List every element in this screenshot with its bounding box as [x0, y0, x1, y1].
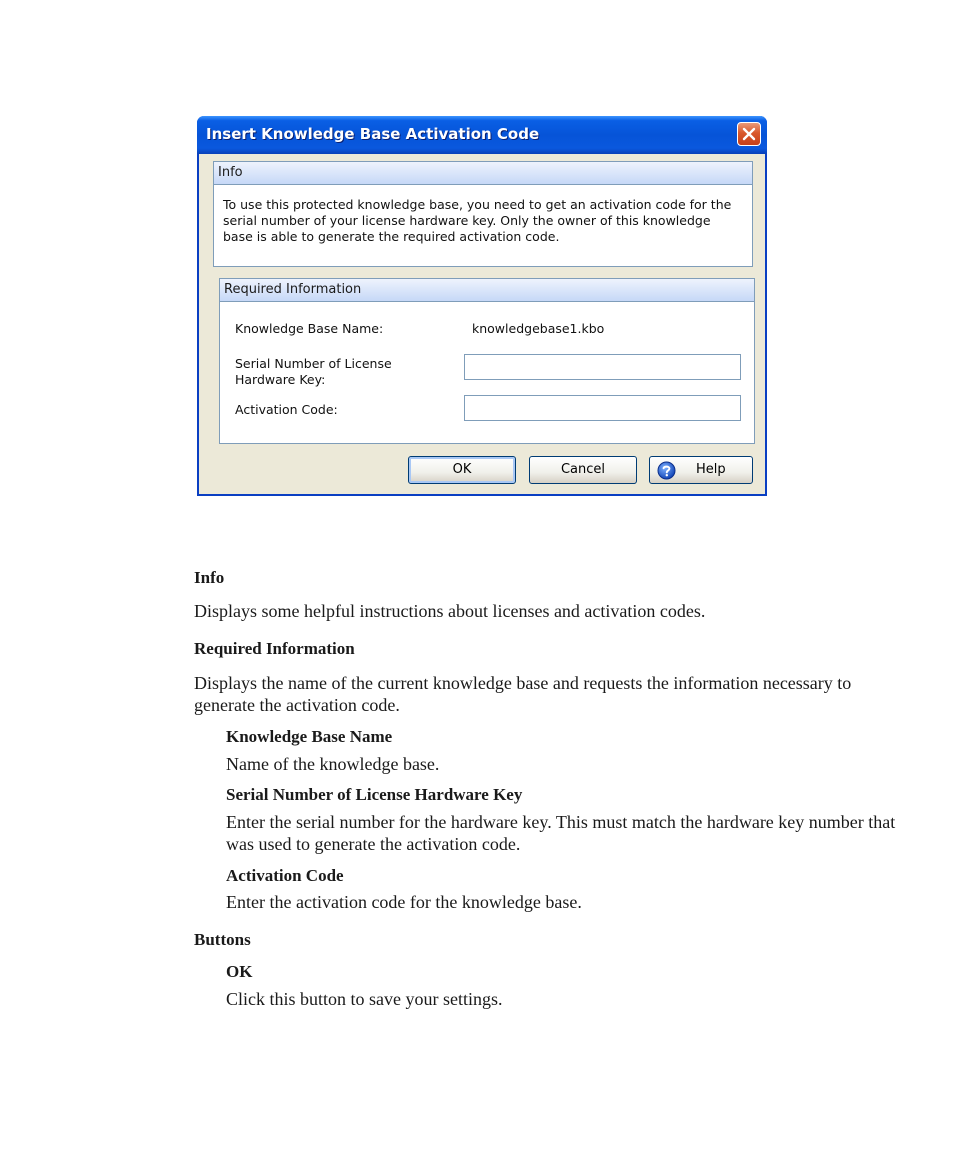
info-text: To use this protected knowledge base, you need to get an activation code for the serial number of your license hardware key. Only the owner of this knowledge base is able to generate the required activation code. — [223, 197, 732, 244]
serial-number-label — [235, 356, 392, 388]
kb-name-label: Knowledge Base Name: — [235, 321, 384, 336]
info-group-header: Info — [214, 162, 752, 185]
cancel-button[interactable]: Cancel — [529, 456, 637, 484]
help-button-label: Help — [696, 462, 726, 477]
kb-name-value: knowledgebase1.kbo — [472, 321, 605, 336]
kb-name-heading: Knowledge Base Name — [226, 727, 393, 746]
ok-description: Click this button to save your settings. — [226, 989, 503, 1009]
required-info-description: Displays the name of the current knowledge base and requests the information necessary to generate the activation code. — [194, 673, 852, 715]
serial-number-input[interactable] — [464, 354, 741, 380]
serial-number-description: Enter the serial number for the hardware key. This must match the hardware key number that was used to generate the activation code. — [226, 812, 896, 854]
serial-number-heading: Serial Number of License Hardware Key — [226, 785, 523, 804]
serial-number-label-line2: Hardware Key: — [235, 372, 326, 387]
activation-code-heading: Activation Code — [226, 866, 344, 885]
activation-code-input[interactable] — [464, 395, 741, 421]
info-group — [213, 161, 753, 267]
activation-dialog — [197, 116, 767, 496]
activation-code-description: Enter the activation code for the knowledge base. — [226, 892, 582, 912]
info-description: Displays some helpful instructions about licenses and activation codes. — [194, 601, 706, 621]
help-button[interactable] — [649, 456, 753, 484]
serial-number-label-line1: Serial Number of License — [235, 356, 392, 371]
dialog-title: Insert Knowledge Base Activation Code — [206, 125, 540, 143]
info-heading: Info — [194, 568, 225, 587]
close-icon — [742, 127, 756, 141]
help-question-icon — [657, 461, 676, 480]
dialog-title-bar[interactable] — [197, 116, 767, 154]
activation-code-label: Activation Code: — [235, 402, 338, 417]
ok-button[interactable]: OK — [408, 456, 516, 484]
required-info-group — [219, 278, 755, 444]
kb-name-description: Name of the knowledge base. — [226, 754, 440, 774]
ok-heading: OK — [226, 962, 253, 981]
close-button[interactable] — [737, 122, 761, 146]
required-info-group-header: Required Information — [220, 279, 754, 302]
required-info-heading: Required Information — [194, 639, 355, 658]
buttons-heading: Buttons — [194, 930, 251, 949]
